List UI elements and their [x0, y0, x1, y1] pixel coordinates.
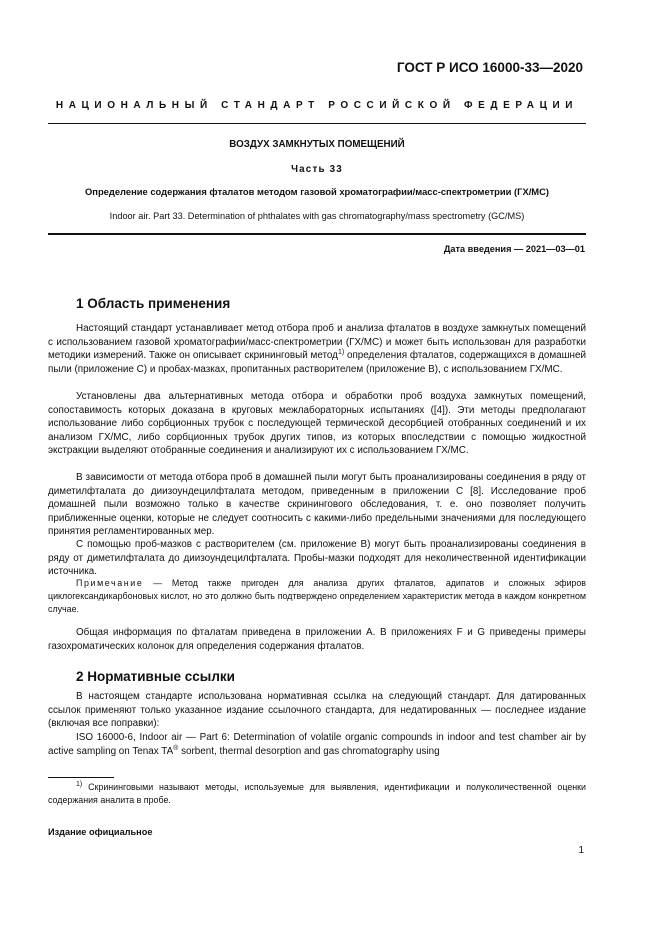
paragraph-text: Настоящий стандарт устанавливает метод отбора проб и анализа фталатов в воздухе замкнутых помещений с использованием газовой хроматографии/масс-спектрометрии (ГХ/МС) и может быть использован для разработки методики измерений. Также он описывает скрининговый метод: [48, 323, 586, 361]
paragraph: [48, 538, 586, 579]
reference-entry: [48, 731, 586, 758]
divider-thick: [48, 233, 586, 235]
footnote-divider: [48, 777, 114, 778]
national-standard-banner: НАЦИОНАЛЬНЫЙ СТАНДАРТ РОССИЙСКОЙ ФЕДЕРАЦИИ: [55, 100, 579, 111]
section-2-heading: 2 Нормативные ссылки: [76, 669, 235, 684]
paragraph: [48, 390, 586, 458]
edition-label: Издание официальное: [48, 827, 153, 837]
paragraph-text: В зависимости от метода отбора проб в домашней пыли могут быть проанализированы соединения в ряду от диметилфталата до диизоундецилфталата методом, приведенным в приложении С [8]. Исследование проб домашней пыли возможно только в качестве скринингового обследования, т. е. оно позволяет получить приближенные оценки, которые не следует соотносить с какими-либо предельными значениями для последующего принятия регламентированных мер.: [48, 472, 586, 537]
footnote-ref[interactable]: 1): [337, 349, 345, 356]
note-label: Примечание: [76, 578, 144, 588]
page-number: 1: [578, 845, 584, 856]
standard-id: ГОСТ Р ИСО 16000-33—2020: [396, 60, 583, 75]
reference-text: sorbent, thermal desorption and gas chromatography using: [178, 745, 440, 757]
footnote: [48, 781, 586, 807]
document-title: ВОЗДУХ ЗАМКНУТЫХ ПОМЕЩЕНИЙ: [229, 139, 405, 150]
section-1-heading: 1 Область применения: [76, 296, 231, 311]
registered-mark: ®: [173, 744, 179, 752]
paragraph-text: С помощью проб-мазков с растворителем (см. приложение В) могут быть проанализированы соединения в ряду от диметилфталата до диизоундецилфталата. Пробы-мазки подходят для неколичественной идентификации источника.: [48, 539, 586, 577]
part-label: Часть 33: [291, 164, 343, 175]
note-text: — Метод также пригоден для анализа других фталатов, адипатов и сложных эфиров циклогександикарбоновых кислот, но это должно быть подтверждено определением характеристик метода в каждом конкретном случае.: [48, 578, 586, 614]
paragraph-text: В настоящем стандарте использована нормативная ссылка на следующий стандарт. Для датированных ссылок применяют только указанное издание ссылочного стандарта, для недатированных — последнее издание (включая все поправки):: [48, 691, 586, 729]
paragraph-text: определения фталатов, содержащихся в домашней пыли (приложение С) и пробах-мазках, пропитанных растворителем (приложение В), с использованием ГХ/МС.: [48, 350, 586, 375]
paragraph-text: Установлены два альтернативных метода отбора и обработки проб воздуха замкнутых помещений, сопоставимость которых доказана в круговых межлабораторных испытаниях ([4]). Эти методы предполагают использование либо сорбционных трубок с последующей термической десорбцией отобранных соединений и их анализом ГХ/МС, либо сорбционных трубок других типов, из которых впоследствии с помощью жидкостной экстракции выделяют отобранные соединения и анализируют их с использованием ГХ/МС.: [48, 391, 586, 456]
subtitle-en: Indoor air. Part 33. Determination of phthalates with gas chromatography/mass spectrometry (GC/MS): [109, 211, 525, 221]
footnote-marker: 1): [76, 781, 83, 788]
paragraph: [48, 626, 586, 653]
introduction-date: Дата введения — 2021—03—01: [443, 244, 585, 254]
paragraph: [48, 690, 586, 731]
reference-text: ISO 16000-6, Indoor air — Part 6: Determination of volatile organic compounds in indoor and test chamber air by active sampling on Tenax TA: [48, 732, 586, 757]
paragraph: [48, 471, 586, 539]
subtitle-ru: Определение содержания фталатов методом газовой хроматографии/масс-спектрометрии (ГХ/МС): [84, 186, 550, 197]
paragraph: [48, 322, 586, 376]
note: [48, 577, 586, 616]
paragraph-text: Общая информация по фталатам приведена в приложении А. В приложениях F и G приведены примеры газохроматических колонок для определения содержания фталатов.: [48, 627, 586, 652]
divider-top: [48, 123, 586, 124]
footnote-text: Скрининговыми называют методы, используемые для выявления, идентификации и полуколичественной оценки содержания аналита в пробе.: [48, 782, 586, 805]
